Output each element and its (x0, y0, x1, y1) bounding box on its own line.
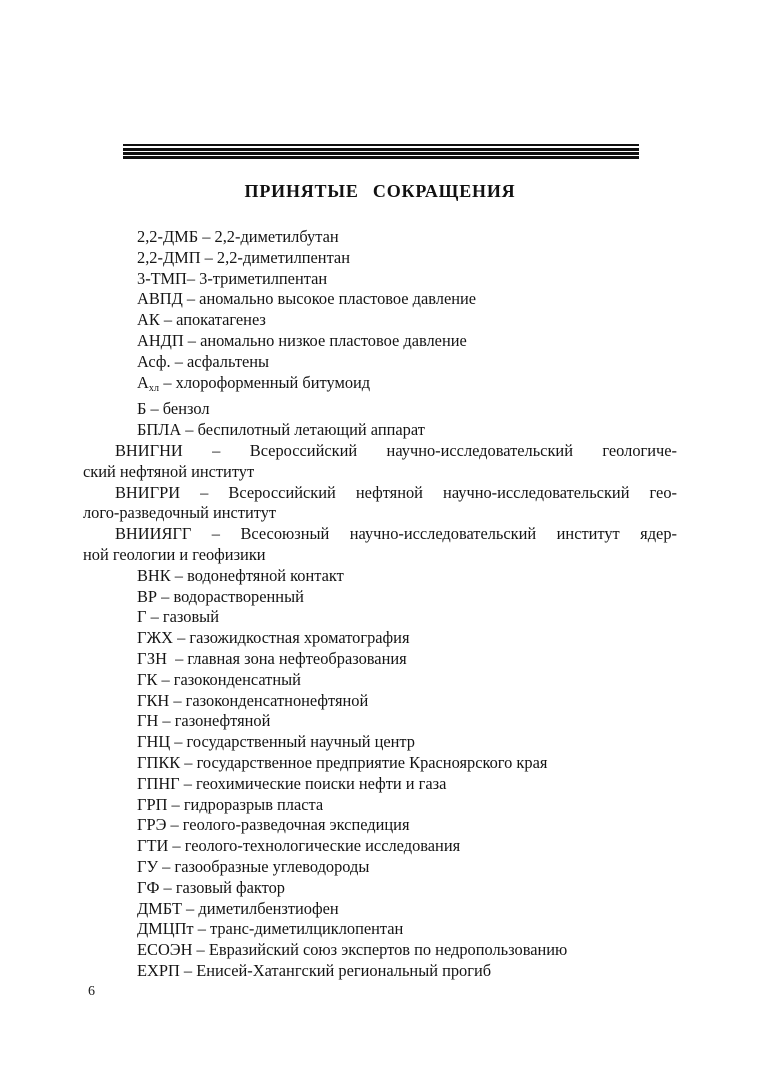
abbreviation-entry: ГКН – газоконденсатнонефтяной (137, 690, 369, 710)
abbreviation-entry: ГК – газоконденсатный (137, 669, 301, 689)
abbreviation-entry: ЕСОЭН – Евразийский союз экспертов по недропользованию (137, 940, 568, 960)
decorative-rule-bar (123, 152, 639, 155)
abbreviation-entry: ДМБТ – диметилбензтиофен (137, 898, 339, 918)
entry-definition: – хлороформенный битумоид (159, 372, 371, 392)
page-number: 6 (88, 984, 95, 999)
entry-line: ВНИГНИ – Всероссийский научно-исследовательский геологиче- (115, 440, 677, 460)
abbreviation-entry: ГФ – газовый фактор (137, 877, 285, 897)
abbreviation-entry: ГЖХ – газожидкостная хроматография (137, 628, 410, 648)
entry-abbr-subscript: хл (148, 382, 160, 394)
decorative-rule-bar (123, 156, 639, 159)
abbreviation-entry: ВНК – водонефтяной контакт (137, 565, 344, 585)
abbreviation-entry: ГУ – газообразные углеводороды (137, 856, 370, 876)
abbreviation-list (83, 227, 677, 982)
abbreviation-entry: Б – бензол (137, 399, 210, 419)
entry-line: лого-разведочный институт (83, 503, 277, 523)
entry-line: ВНИИЯГГ – Всесоюзный научно-исследовательский институт ядер- (115, 524, 677, 544)
decorative-rule (123, 144, 639, 159)
abbreviation-entry: 2,2-ДМП – 2,2-диметилпентан (137, 247, 350, 267)
abbreviation-entry: 3-ТМП– 3-триметилпентан (137, 268, 328, 288)
abbreviation-entry: ГПНГ – геохимические поиски нефти и газа (137, 773, 447, 793)
abbreviation-entry (83, 373, 677, 400)
abbreviation-entry: ГРП – гидроразрыв пласта (137, 794, 324, 814)
abbreviation-entry: ВР – водорастворенный (137, 586, 304, 606)
abbreviation-entry: ДМЦПт – транс-диметилциклопентан (137, 919, 404, 939)
page-title: ПРИНЯТЫЕ СОКРАЩЕНИЯ (244, 181, 516, 201)
entry-line: ной геологии и геофизики (83, 544, 266, 564)
abbreviation-entry: ЕХРП – Енисей-Хатангский региональный прогиб (137, 960, 492, 980)
decorative-rule-bar (123, 148, 639, 151)
entry-line: ский нефтяной институт (83, 461, 255, 481)
decorative-rule-thin-line (123, 144, 639, 146)
abbreviation-entry: ГЗН – главная зона нефтеобразования (137, 648, 407, 668)
abbreviation-entry (83, 441, 677, 483)
abbreviation-entry: Г – газовый (137, 607, 219, 627)
abbreviation-entry: АК – апокатагенез (137, 310, 266, 330)
abbreviation-entry: ГПКК – государственное предприятие Красноярского края (137, 752, 548, 772)
abbreviation-entry: 2,2-ДМБ – 2,2-диметилбутан (137, 227, 339, 246)
abbreviation-entry: АВПД – аномально высокое пластовое давление (137, 289, 477, 309)
abbreviation-entry: ГН – газонефтяной (137, 711, 271, 731)
abbreviation-entry: БПЛА – беспилотный летающий аппарат (137, 420, 425, 440)
entry-abbr: А (137, 372, 149, 392)
abbreviation-entry: Асф. – асфальтены (137, 351, 270, 371)
abbreviation-entry: ГРЭ – геолого-разведочная экспедиция (137, 815, 410, 835)
abbreviation-entry (83, 483, 677, 525)
abbreviation-entry: АНДП – аномально низкое пластовое давление (137, 330, 467, 350)
entry-line: ВНИГРИ – Всероссийский нефтяной научно-исследовательский гео- (115, 482, 677, 502)
abbreviation-entry: ГТИ – геолого-технологические исследования (137, 836, 461, 856)
abbreviation-entry: ГНЦ – государственный научный центр (137, 732, 415, 752)
abbreviation-entry (83, 524, 677, 566)
